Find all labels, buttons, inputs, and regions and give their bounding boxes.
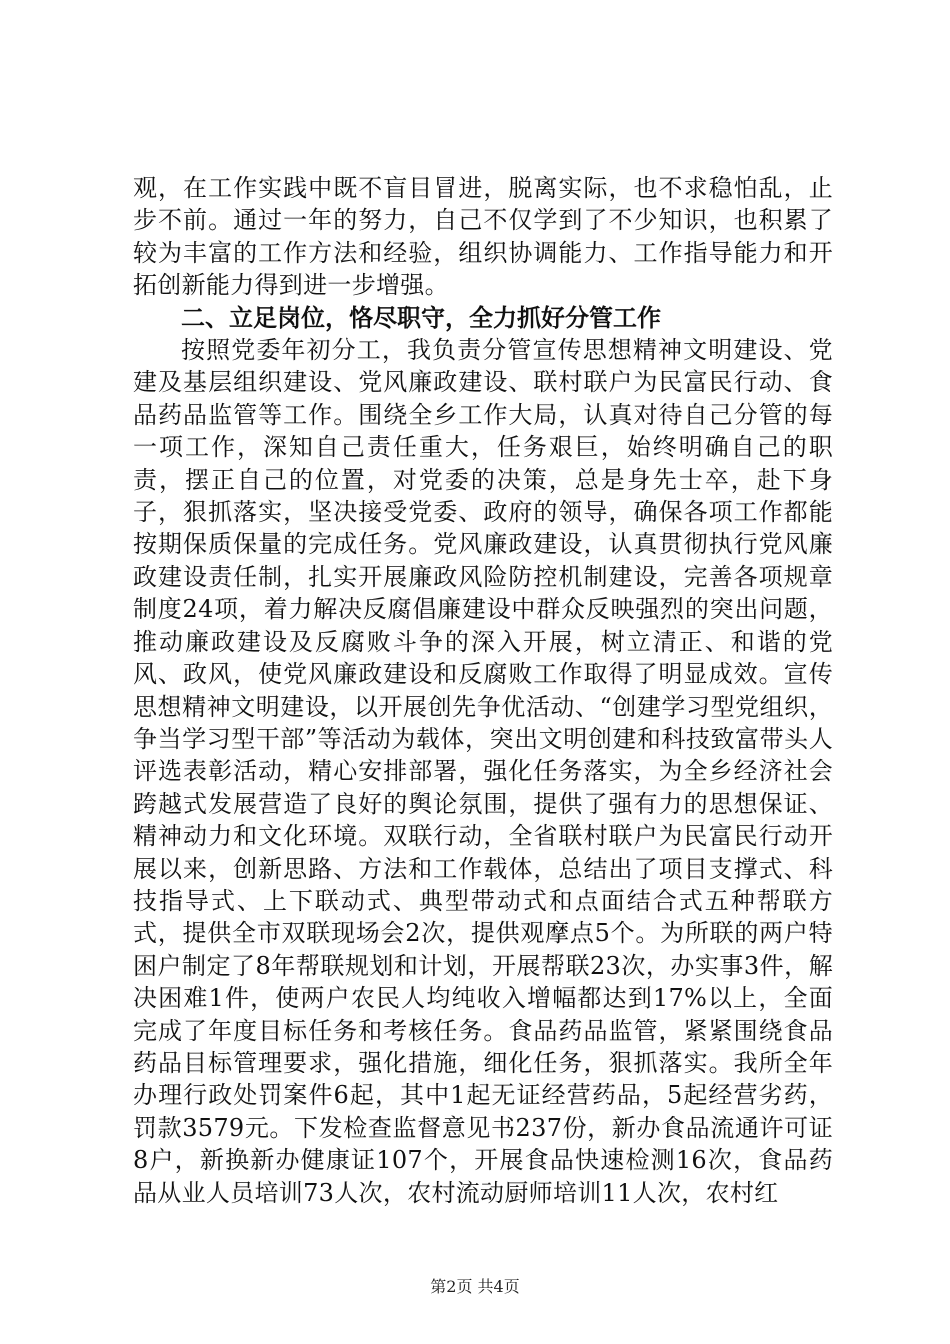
body-paragraph: 按照党委年初分工，我负责分管宣传思想精神文明建设、党建及基层组织建设、党风廉政建设、联村联户为民富民行动、食品药品监管等工作。围绕全乡工作大局，认真对待自己分管的每一项工作，深知自己责任重大，任务艰巨，始终明确自己的职责，摆正自己的位置，对党委的决策，总是身先士卒，赴下身子，狠抓落实，坚决接受党委、政府的领导，确保各项工作都能按期保质保量的完成任务。党风廉政建设，认真贯彻执行党风廉政建设责任制，扎实开展廉政风险防控机制建设，完善各项规章制度24项，着力解决反腐倡廉建设中群众反映强烈的突出问题，推动廉政建设及反腐败斗争的深入开展，树立清正、和谐的党风、政风，使党风廉政建设和反腐败工作取得了明显成效。宣传思想精神文明建设，以开展创先争优活动、“创建学习型党组织，争当学习型干部”等活动为载体，突出文明创建和科技致富带头人评选表彰活动，精心安排部署，强化任务落实，为全乡经济社会跨越式发展营造了良好的舆论氛围，提供了强有力的思想保证、精神动力和文化环境。双联行动，全省联村联户为民富民行动开展以来，创新思路、方法和工作载体，总结出了项目支撑式、科技指导式、上下联动式、典型带动式和点面结合式五种帮联方式，提供全市双联现场会2次，提供观摩点5个。为所联的两户特困户制定了8年帮联规划和计划，开展帮联23次，办实事3件，解决困难1件，使两户农民人均纯收入增幅都达到17%以上，全面完成了年度目标任务和考核任务。食品药品监管，紧紧围绕食品药品目标管理要求，强化措施，细化任务，狠抓落实。我所全年办理行政处罚案件6起，其中1起无证经营药品，5起经营劣药，罚款3579元。下发检查监督意见书237份，新办食品流通许可证8户，新换新办健康证107个，开展食品快速检测16次，食品药品从业人员培训73人次，农村流动厨师培训11人次，农村红 — [133, 336, 833, 1207]
page-number-footer: 第2页 共4页 — [430, 1277, 520, 1296]
continuation-paragraph: 观，在工作实践中既不盲目冒进，脱离实际，也不求稳怕乱，止步不前。通过一年的努力，自己不仅学到了不少知识，也积累了较为丰富的工作方法和经验，组织协调能力、工作指导能力和开拓创新能力得到进一步增强。 — [133, 174, 833, 300]
section-heading: 二、立足岗位，恪尽职守，全力抓好分管工作 — [181, 303, 661, 332]
document-body — [133, 172, 833, 1209]
